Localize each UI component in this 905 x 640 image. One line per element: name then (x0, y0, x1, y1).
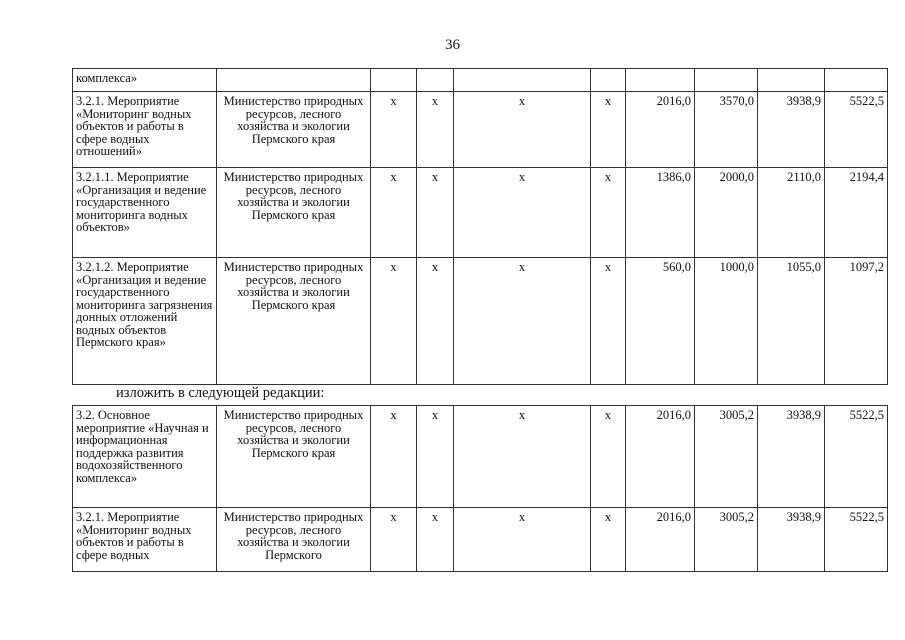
cell-value-1 (626, 69, 695, 92)
cell-value-4: 5522,5 (825, 92, 888, 168)
cell-code-4: х (591, 406, 626, 508)
cell-value-2: 3570,0 (695, 92, 758, 168)
cell-value-3: 1055,0 (758, 258, 825, 385)
cell-code-4 (591, 69, 626, 92)
cell-code-2 (417, 69, 454, 92)
cell-code-4: х (591, 258, 626, 385)
cell-value-1: 560,0 (626, 258, 695, 385)
cell-code-3: х (454, 168, 591, 258)
table-row (73, 406, 888, 508)
table-row (73, 508, 888, 572)
cell-code-1: х (371, 508, 417, 572)
cell-executor: Министерство природных ресурсов, лесного хозяйства и экологии Пермского края (217, 168, 371, 258)
cell-name: 3.2.1.1. Мероприятие «Организация и ведение государственного мониторинга водных объектов» (73, 168, 217, 258)
cell-code-2: х (417, 508, 454, 572)
cell-code-2: х (417, 406, 454, 508)
cell-value-2: 3005,2 (695, 508, 758, 572)
cell-value-4: 5522,5 (825, 508, 888, 572)
cell-code-2: х (417, 92, 454, 168)
cell-code-1: х (371, 168, 417, 258)
cell-code-1 (371, 69, 417, 92)
cell-code-4: х (591, 168, 626, 258)
cell-code-1: х (371, 406, 417, 508)
cell-value-2: 3005,2 (695, 406, 758, 508)
cell-code-4: х (591, 508, 626, 572)
table-row (73, 69, 888, 92)
budget-table-new-version (72, 405, 888, 572)
cell-name: 3.2. Основное мероприятие «Научная и информационная поддержка развития водохозяйственного комплекса» (73, 406, 217, 508)
cell-name: комплекса» (73, 69, 217, 92)
table-row (73, 92, 888, 168)
budget-table-old-version (72, 68, 888, 385)
cell-executor: Министерство природных ресурсов, лесного хозяйства и экологии Пермского (217, 508, 371, 572)
cell-value-3: 3938,9 (758, 508, 825, 572)
cell-value-2: 1000,0 (695, 258, 758, 385)
cell-name: 3.2.1. Мероприятие «Мониторинг водных объектов и работы в сфере водных (73, 508, 217, 572)
cell-value-3: 3938,9 (758, 92, 825, 168)
cell-code-2: х (417, 258, 454, 385)
cell-code-2: х (417, 168, 454, 258)
cell-code-3: х (454, 92, 591, 168)
cell-executor (217, 69, 371, 92)
page-number: 36 (445, 37, 460, 53)
cell-code-1: х (371, 92, 417, 168)
cell-value-1: 2016,0 (626, 406, 695, 508)
cell-value-2 (695, 69, 758, 92)
cell-code-3 (454, 69, 591, 92)
cell-value-3 (758, 69, 825, 92)
cell-code-3: х (454, 258, 591, 385)
cell-value-4: 2194,4 (825, 168, 888, 258)
cell-code-4: х (591, 92, 626, 168)
cell-code-3: х (454, 406, 591, 508)
cell-value-1: 1386,0 (626, 168, 695, 258)
cell-executor: Министерство природных ресурсов, лесного хозяйства и экологии Пермского края (217, 92, 371, 168)
cell-executor: Министерство природных ресурсов, лесного хозяйства и экологии Пермского края (217, 406, 371, 508)
cell-value-3: 2110,0 (758, 168, 825, 258)
table-row (73, 258, 888, 385)
cell-code-1: х (371, 258, 417, 385)
cell-code-3: х (454, 508, 591, 572)
cell-value-1: 2016,0 (626, 92, 695, 168)
cell-name: 3.2.1.2. Мероприятие «Организация и ведение государственного мониторинга загрязнения донных отложений водных объектов Пермского края» (73, 258, 217, 385)
amendment-note: изложить в следующей редакции: (116, 385, 325, 401)
cell-value-4 (825, 69, 888, 92)
cell-value-4: 5522,5 (825, 406, 888, 508)
cell-executor: Министерство природных ресурсов, лесного хозяйства и экологии Пермского края (217, 258, 371, 385)
table-row (73, 168, 888, 258)
cell-value-2: 2000,0 (695, 168, 758, 258)
cell-name: 3.2.1. Мероприятие «Мониторинг водных объектов и работы в сфере водных отношений» (73, 92, 217, 168)
cell-value-4: 1097,2 (825, 258, 888, 385)
cell-value-1: 2016,0 (626, 508, 695, 572)
cell-value-3: 3938,9 (758, 406, 825, 508)
